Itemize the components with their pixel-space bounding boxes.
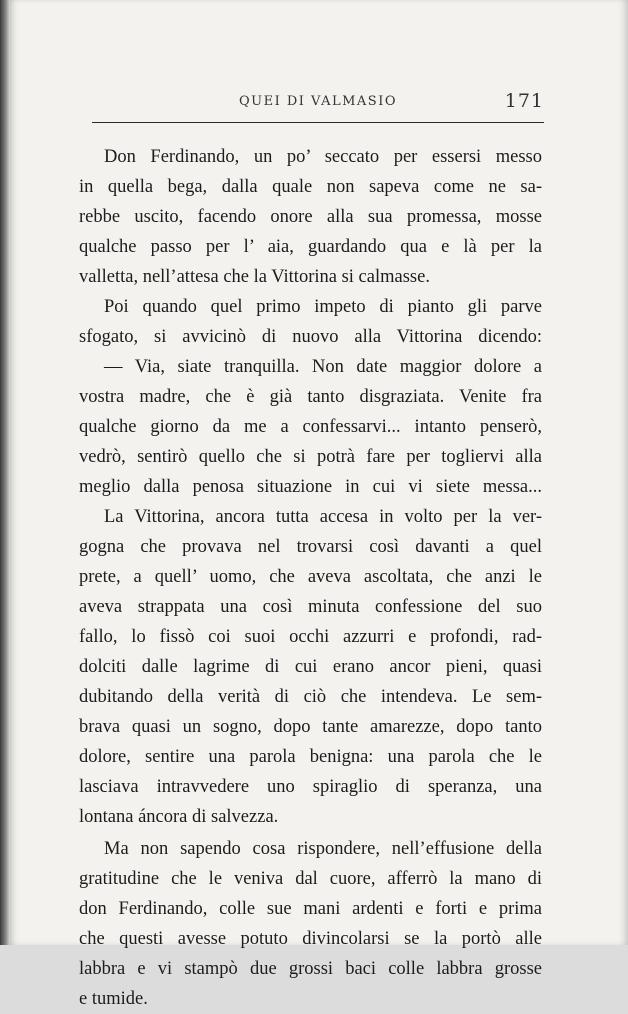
text-line: in quella bega, dalla quale non sapeva come ne sa- [79,177,542,197]
page-number: 171 [504,90,544,112]
text-line: rebbe uscito, facendo onore alla sua promessa, mosse [79,207,542,227]
book-spine-shadow [0,0,10,945]
text-line: aveva strappata una così minuta confessione del suo [79,597,542,617]
text-line: qualche giorno da me a confessarvi... intanto penserò, [79,417,542,437]
text-line: fallo, lo fissò coi suoi occhi azzurri e profondi, rad- [79,627,542,647]
header-rule [92,122,544,123]
text-line: Ma non sapendo cosa rispondere, nell’effusione della [104,839,542,859]
text-line: vostra madre, che è già tanto disgraziata. Venite fra [79,387,542,407]
text-line: che questi avesse potuto divincolarsi se la portò alle [79,929,542,949]
running-head [92,90,544,114]
text-line: meglio dalla penosa situazione in cui vi siete messa... [79,477,542,497]
text-line: don Ferdinando, colle sue mani ardenti e forti e prima [79,899,542,919]
text-line: lasciava intravvedere uno spiraglio di speranza, una [79,777,542,797]
text-line: Poi quando quel primo impeto di pianto gli parve [104,297,542,317]
text-line: dolore, sentire una parola benigna: una parola che le [79,747,542,767]
running-title: QUEI DI VALMASIO [239,94,397,109]
text-line: labbra e vi stampò due grossi baci colle labbra grosse [79,959,542,979]
text-line: dolciti dalle lagrime di cui erano ancor pieni, quasi [79,657,542,677]
text-line: vedrò, sentirò quello che si potrà fare per togliervi alla [79,447,542,467]
text-line: La Vittorina, ancora tutta accesa in volto per la ver- [104,507,542,527]
text-line: prete, a quell’ uomo, che aveva ascoltata, che anzi le [79,567,542,587]
text-line: sfogato, si avvicinò di nuovo alla Vittorina dicendo: [79,327,542,347]
text-line: gogna che provava nel trovarsi così davanti a quel [79,537,542,557]
text-line: lontana áncora di salvezza. [79,807,279,827]
text-line: qualche passo per l’ aia, guardando qua e là per la [79,237,542,257]
text-line: Don Ferdinando, un po’ seccato per essersi messo [104,147,542,167]
text-line: valletta, nell’attesa che la Vittorina si calmasse. [79,267,430,287]
text-line: — Via, siate tranquilla. Non date maggior dolore a [104,357,542,377]
text-line: dubitando della verità di ciò che intendeva. Le sem- [79,687,542,707]
text-line: gratitudine che le veniva dal cuore, afferrò la mano di [79,869,542,889]
text-line: brava quasi un sogno, dopo tante amarezze, dopo tanto [79,717,542,737]
text-line: e tumide. [79,989,148,1009]
